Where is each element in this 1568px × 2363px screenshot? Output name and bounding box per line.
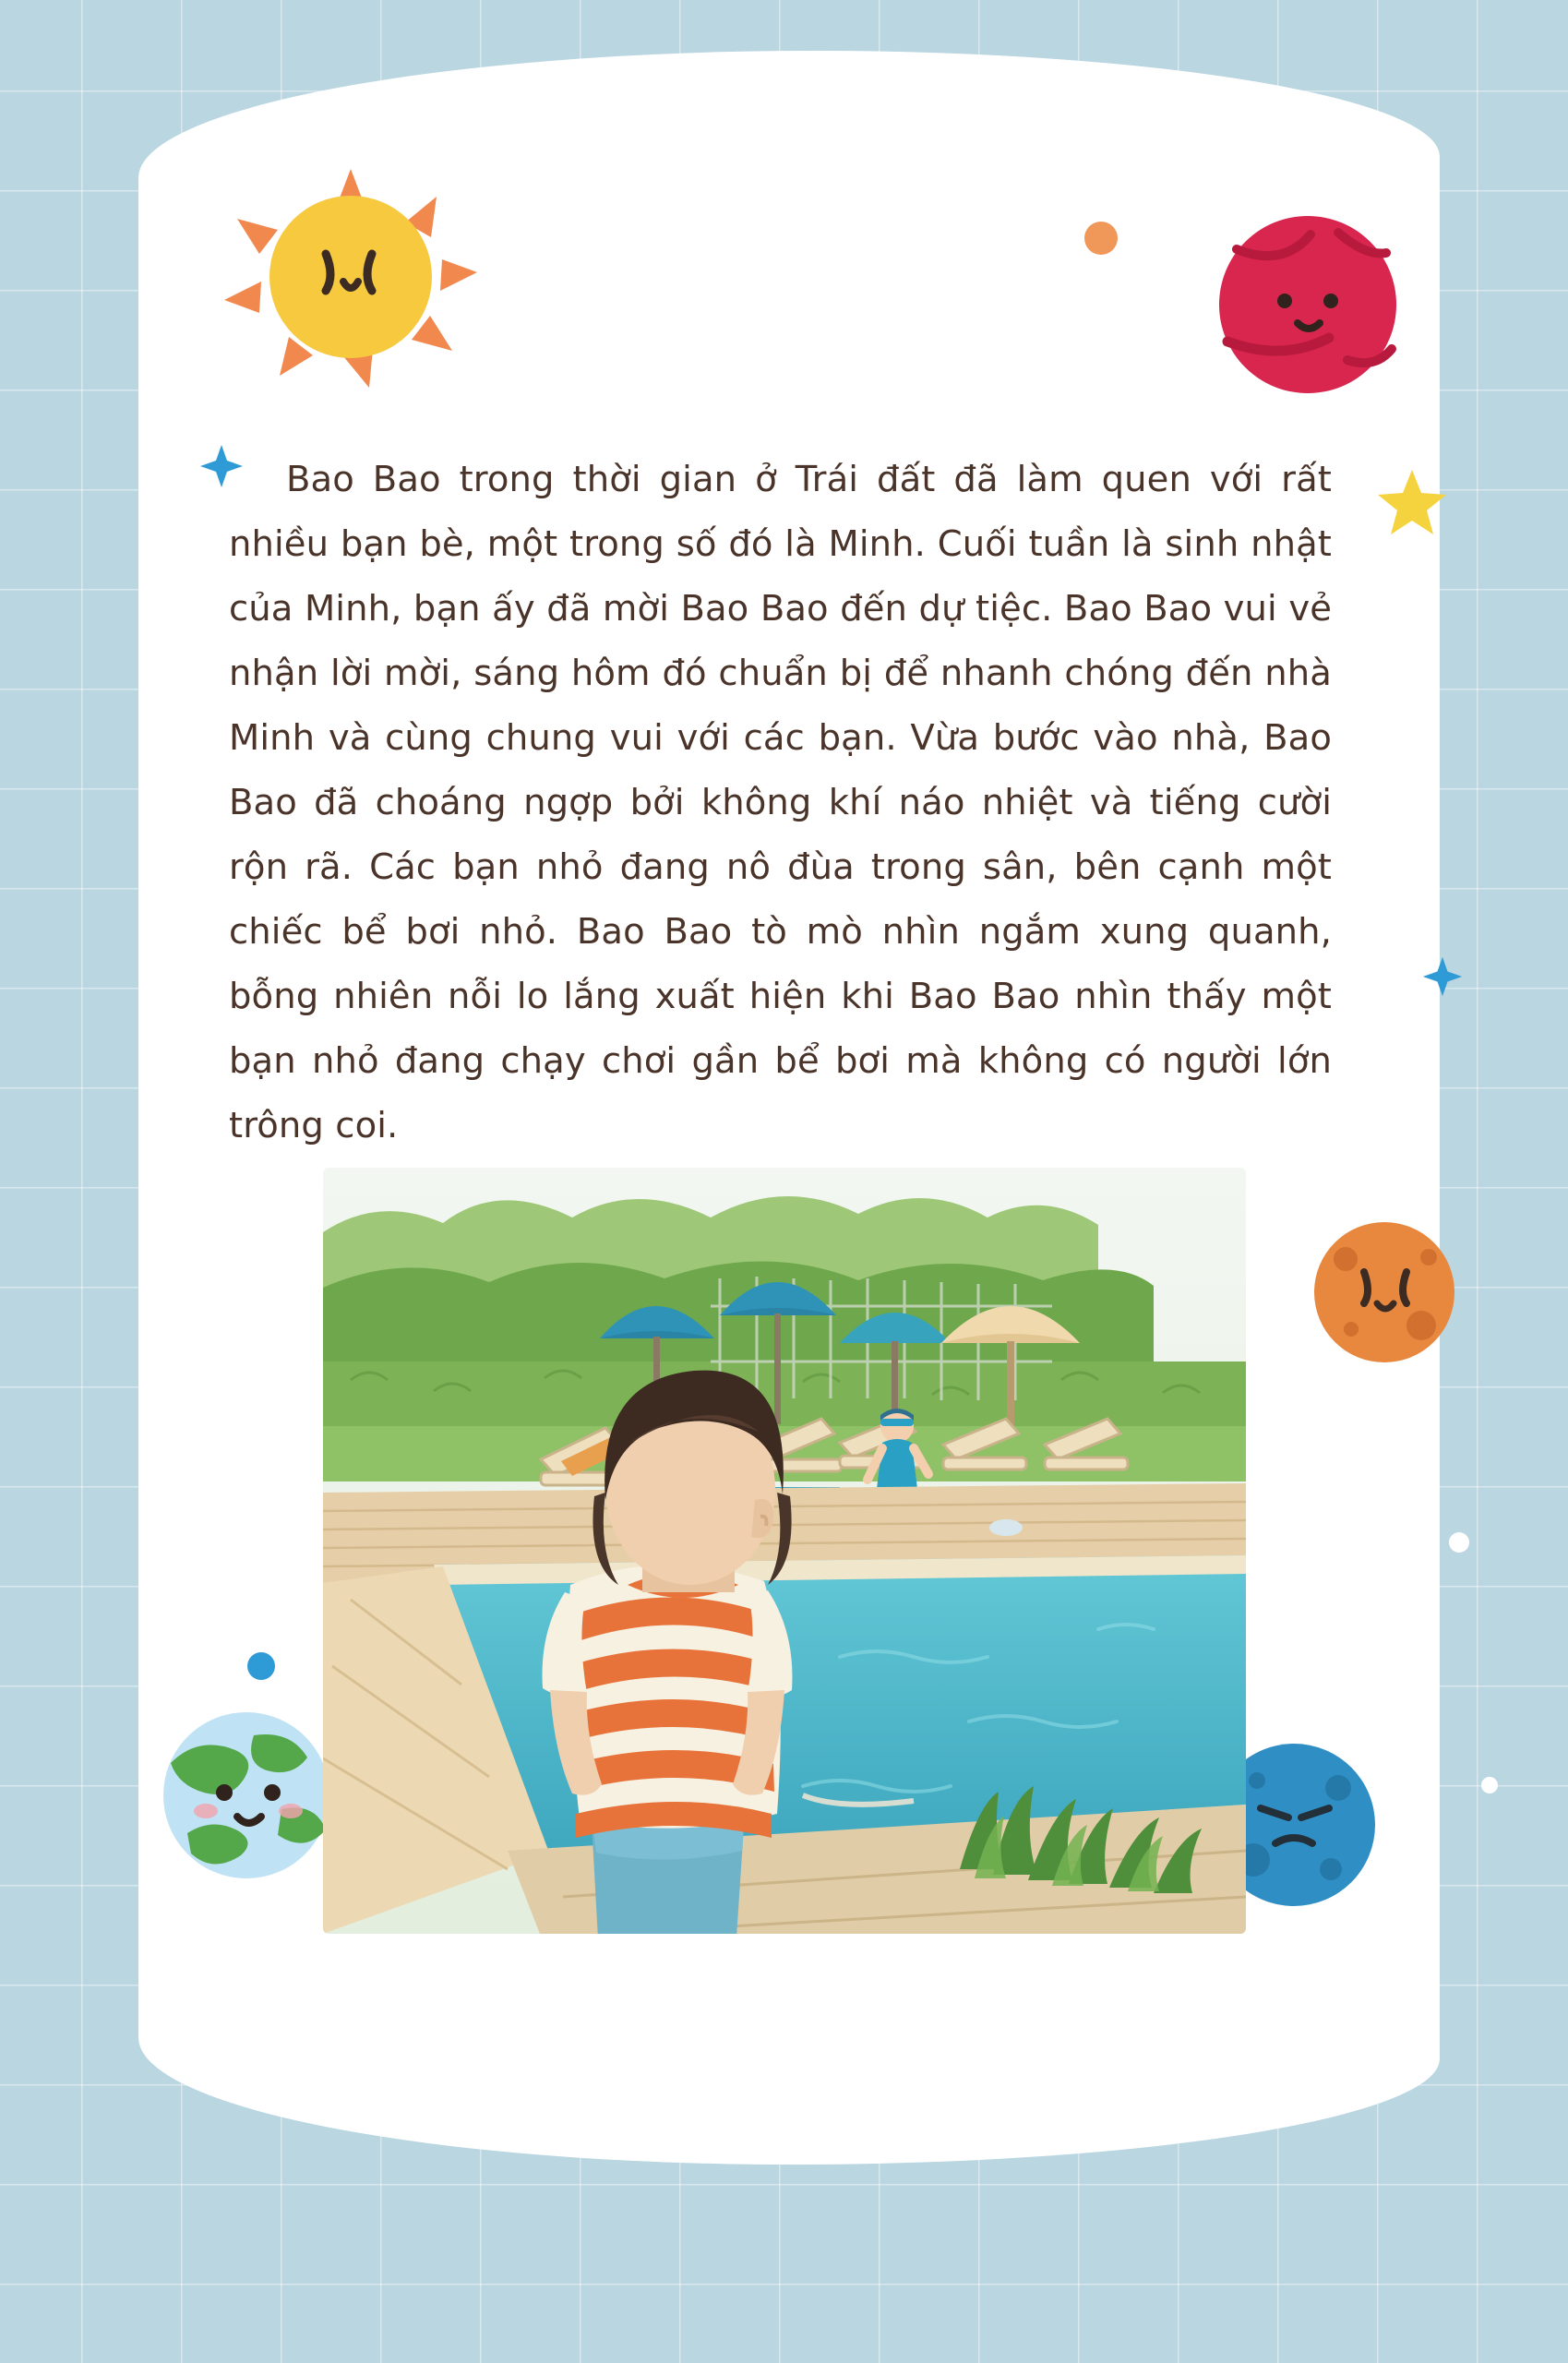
white-dot-1-icon [1449,1532,1469,1553]
sun-icon [217,162,485,392]
earth-icon [143,1708,351,1883]
story-text: Bao Bao trong thời gian ở Trái đất đã làm quen với rất nhiều bạn bè, một trong số đó là Minh. Cuối tuần là sinh nhật của Minh, bạn ấy đã mời Bao Bao đến dự tiệc. Bao Bao vui vẻ nhận lời mời, sáng hôm đó chuẩn bị để nhanh chóng đến nhà Minh và cùng chung vui với các bạn. Vừa bước vào nhà, Bao Bao đã choáng ngợp bởi không khí náo nhiệt và tiếng cười rộn rã. Các bạn nhỏ đang nô đùa trong sân, bên cạnh một chiếc bể bơi nhỏ. Bao Bao tò mò nhìn ngắm xung quanh, bỗng nhiên nỗi lo lắng xuất hiện khi Bao Bao nhìn thấy một bạn nhỏ đang chạy chơi gần bể bơi mà không có người lớn trông coi. [229,459,1332,1146]
story-illustration [323,1168,1246,1934]
red-planet-icon [1200,212,1417,397]
white-dot-2-icon [1481,1777,1498,1793]
orange-dot-icon [1084,222,1118,255]
white-dot-3-icon [1403,1846,1418,1861]
illustration-svg [323,1168,1246,1934]
story-paragraph [229,448,1332,1158]
orange-planet-icon [1311,1218,1458,1366]
white-star-icon [171,1989,272,2081]
blue-dot-icon [247,1652,275,1680]
blue-star-2-icon [1421,955,1464,998]
yellow-star-icon [1375,466,1449,540]
